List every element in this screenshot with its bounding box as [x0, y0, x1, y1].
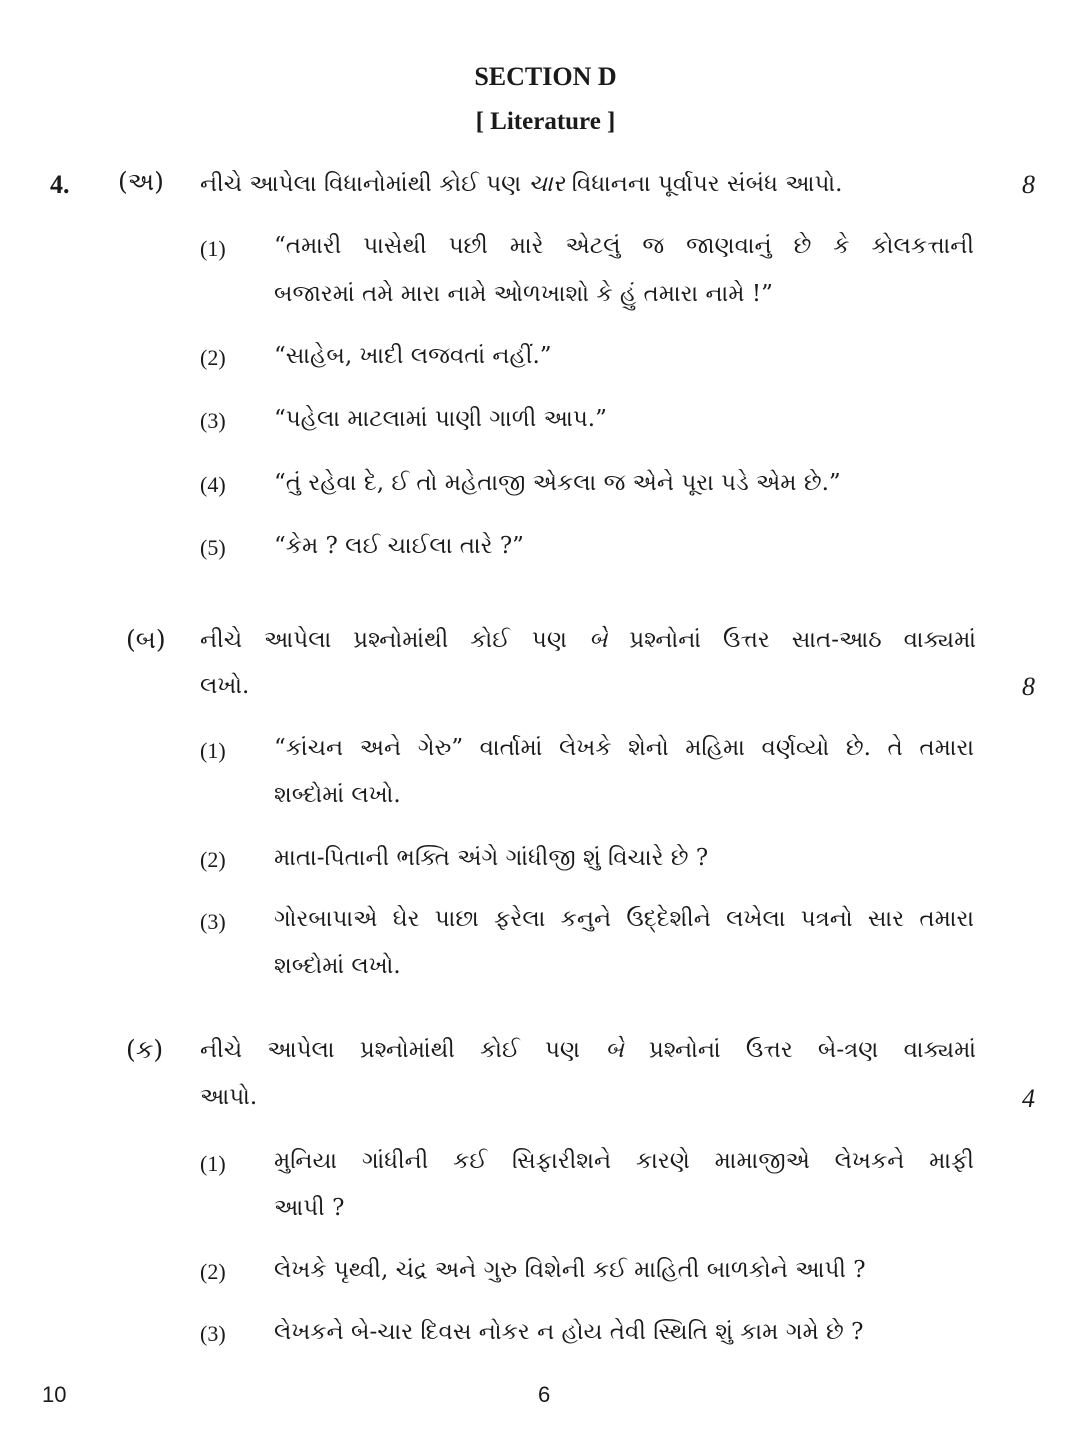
- part-a-item-4-text: “તું રહેવા દે, ઈ તો મહેતાજી એકલા જ એને પૂરા પડે એમ છે.”: [274, 470, 841, 496]
- part-b-item-2-number: (2): [200, 847, 226, 872]
- part-c-item-1-number: (1): [200, 1151, 226, 1176]
- part-c-label: (ક): [126, 1035, 164, 1064]
- part-c-item-2-text: લેખકે પૃથ્વી, ચંદ્ર અને ગુરુ વિશેની કઈ માહિતી બાળકોને આપી ?: [274, 1257, 866, 1283]
- part-c-item-3-number: (3): [200, 1321, 226, 1346]
- part-a-item-5-number: (5): [200, 535, 226, 560]
- part-b-emphasis: બે: [588, 627, 608, 653]
- footer-code: 10: [42, 1382, 67, 1407]
- part-a-label: (અ): [118, 167, 164, 196]
- part-c-item-1-line2: આપી ?: [274, 1195, 345, 1221]
- part-b-marks: 8: [1022, 672, 1035, 701]
- part-a-item-1-line1: “તમારી પાસેથી પછી મારે એટલું જ જાણવાનું છે કે કોલકત્તાની: [274, 233, 974, 259]
- part-b-item-2-text: માતા-પિતાની ભક્તિ અંગે ગાંધીજી શું વિચારે છે ?: [274, 845, 709, 871]
- part-b-item-3-line1: ગોરબાપાએ ઘેર પાછા ફરેલા કનુને ઉદ્દેશીને લખેલા પત્રનો સાર તમારા: [274, 906, 974, 932]
- part-b-label: (બ): [126, 625, 166, 654]
- part-b-item-3-line2: શબ્દોમાં લખો.: [274, 953, 401, 979]
- part-b-instruction-line2: લખો.: [200, 673, 250, 699]
- part-a-instruction: નીચે આપેલા વિધાનોમાંથી કોઈ પણ ચાર વિધાનના પૂર્વાપર સંબંધ આપો.: [200, 171, 843, 197]
- part-a-emphasis: ચાર: [528, 171, 565, 197]
- question-number: 4.: [50, 170, 70, 199]
- part-a-marks: 8: [1022, 170, 1035, 199]
- part-c-marks: 4: [1022, 1084, 1035, 1113]
- part-a-item-3-text: “પહેલા માટલામાં પાણી ગાળી આપ.”: [274, 406, 607, 432]
- part-c-emphasis: બે: [605, 1037, 624, 1063]
- page-number: 6: [538, 1382, 551, 1407]
- part-c-instruction-line2: આપો.: [200, 1084, 258, 1110]
- part-a-item-3-number: (3): [200, 408, 226, 433]
- part-a-item-5-text: “કેમ ? લઈ ચાઈલા તારે ?”: [274, 533, 524, 559]
- part-c-item-2-number: (2): [200, 1259, 226, 1284]
- section-subtitle: [ Literature ]: [475, 108, 616, 135]
- part-a-item-4-number: (4): [200, 472, 226, 497]
- part-c-item-3-text: લેખકને બે-ચાર દિવસ નોકર ન હોય તેવી સ્થિતિ શું કામ ગમે છે ?: [274, 1319, 864, 1345]
- part-a-item-1-line2: બજારમાં તમે મારા નામે ઓળખાશો કે હું તમારા નામે !”: [274, 281, 773, 307]
- part-a-item-2-text: “સાહેબ, ખાદી લજવતાં નહીં.”: [274, 343, 552, 369]
- part-b-item-3-number: (3): [200, 909, 226, 934]
- part-b-item-1-line2: શબ્દોમાં લખો.: [274, 782, 401, 808]
- part-a-item-2-number: (2): [200, 345, 226, 370]
- part-b-instruction: નીચે આપેલા પ્રશ્નોમાંથી કોઈ પણ બે પ્રશ્નોનાં ઉત્તર સાત-આઠ વાક્યમાં: [200, 627, 976, 653]
- part-b-item-1-number: (1): [200, 738, 226, 763]
- part-b-item-1-line1: “કાંચન અને ગેરુ” વાર્તામાં લેખકે શેનો મહિમા વર્ણવ્યો છે. તે તમારા: [274, 735, 974, 761]
- part-a-item-1-number: (1): [200, 236, 226, 261]
- part-c-item-1-line1: મુનિયા ગાંધીની કઈ સિફારીશને કારણે મામાજીએ લેખકને માફી: [274, 1148, 974, 1174]
- part-c-instruction: નીચે આપેલા પ્રશ્નોમાંથી કોઈ પણ બે પ્રશ્નોનાં ઉત્તર બે-ત્રણ વાક્યમાં: [200, 1037, 976, 1063]
- section-title: SECTION D: [474, 62, 617, 91]
